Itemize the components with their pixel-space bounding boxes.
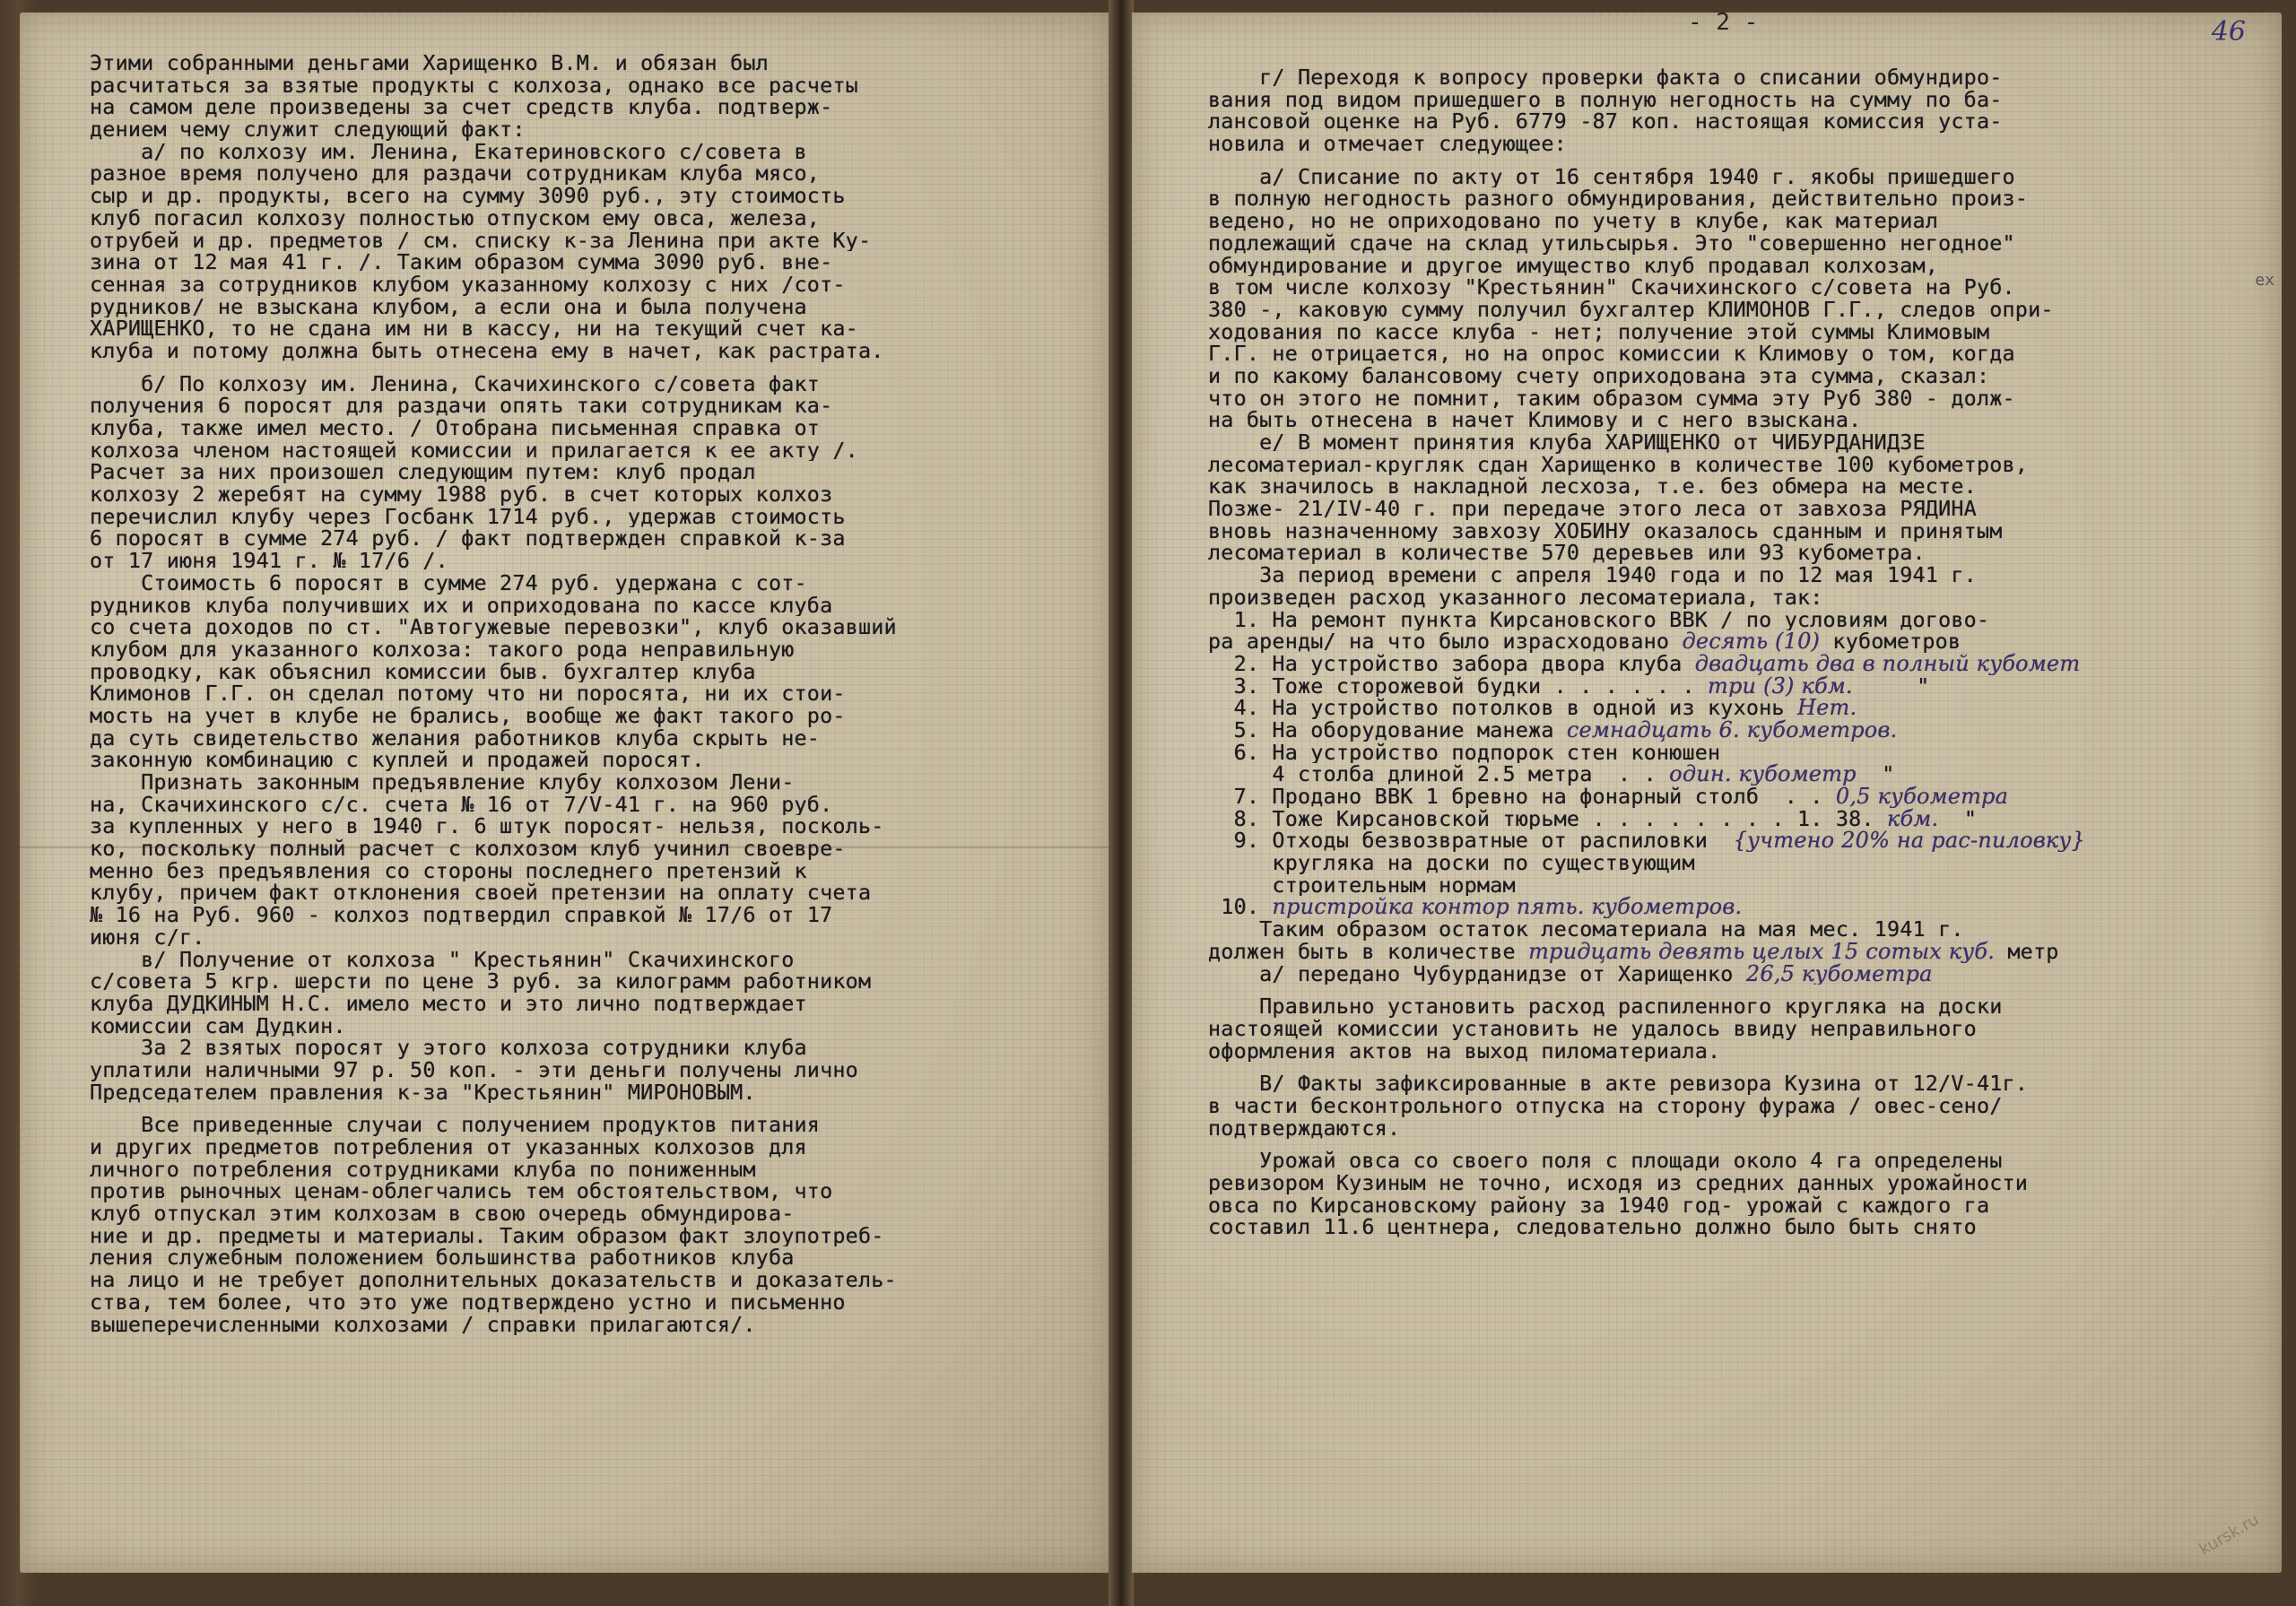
text-line: составил 11.6 центнера, следовательно должно было быть снято <box>1208 1216 1977 1239</box>
text-line: 6. На устройство подпорок стен конюшен <box>1208 741 1721 764</box>
text-line <box>1208 1139 2266 1150</box>
text-line: № 16 на Руб. 960 - колхоз подтвердил справкой № 17/6 от 17 <box>90 904 833 926</box>
text-line: разное время получено для раздачи сотрудникам клуба мясо, <box>90 162 821 186</box>
text-line: овса по Кирсановскому району за 1940 год- урожай с каждого га <box>1208 1194 1990 1217</box>
text-line: ра аренды/ на что было израсходовано десять (10) кубометров <box>1208 630 1961 653</box>
text-line: Председателем правления к-за "Крестьянин" МИРОНОВЫМ. <box>90 1081 756 1104</box>
text-line: клуба и потому должна быть отнесена ему в начет, как растрата. <box>90 339 884 362</box>
text-line: а/ по колхозу им. Ленина, Екатериновского с/совета в <box>90 140 807 163</box>
text-line: личного потребления сотрудниками клуба по пониженным <box>90 1158 756 1181</box>
text-line: менно без предъявления со стороны последнего претензий к <box>90 859 807 882</box>
text-line: новила и отмечает следующее: <box>1208 133 1567 155</box>
right-page <box>1132 9 2282 1573</box>
left-page-text <box>90 52 1094 1335</box>
text-line: За период времени с апреля 1940 года и по 12 мая 1941 г. <box>1208 564 1977 586</box>
text-line: перечислил клубу через Госбанк 1714 руб., удержав стоимость <box>90 505 846 528</box>
text-line: Таким образом остаток лесоматериала на мая мес. 1941 г. <box>1208 918 1964 941</box>
text-line: ХАРИЩЕНКО, то не сдана им ни в кассу, ни на текущий счет ка- <box>90 317 858 340</box>
text-line: е/ В момент принятия клуба ХАРИЩЕНКО от ЧИБУРДАНИДЗЕ <box>1208 431 1926 454</box>
text-line: Позже- 21/IV-40 г. при передаче этого леса от завхоза РЯДИНА <box>1208 498 1977 520</box>
text-line: клуб отпускал этим колхозам в свою очередь обмундирова- <box>90 1202 795 1225</box>
text-line: обмундирование и другое имущество клуб продавал колхозам, <box>1208 254 1939 277</box>
text-line: 7. Продано ВВК 1 бревно на фонарный столб . . 0,5 кубометра <box>1208 786 2009 808</box>
text-line: вышеперечисленными колхозами / справки прилагаются/. <box>90 1313 756 1336</box>
text-line: да суть свидетельство желания работников клуба скрыть не- <box>90 726 821 750</box>
text-line: 1. На ремонт пункта Кирсановского ВВК / по условиям догово- <box>1208 608 1990 631</box>
handwritten-annotation: семнадцать 6. кубометров. <box>1566 718 1898 742</box>
text-line: отрубей и др. предметов / см. списку к-за Ленина при акте Ку- <box>90 229 872 252</box>
text-line: как значилось в накладной лесхоза, т.е. без обмера на месте. <box>1208 475 1977 499</box>
handwritten-annotation: десять (10) <box>1682 630 1821 653</box>
handwritten-annotation: тридцать девять целых 15 сотых куб. <box>1528 940 1996 963</box>
text-line: должен быть в количестве тридцать девять целых 15 сотых куб. метр <box>1208 940 2059 963</box>
text-line: Расчет за них произошел следующим путем: клуб продал <box>90 461 756 484</box>
text-line: 4. На устройство потолков в одной из кухонь Нет. <box>1208 697 1857 719</box>
handwritten-annotation: кбм. <box>1886 807 1939 830</box>
text-line: строительным нормам <box>1208 873 1516 897</box>
handwritten-annotation: 26,5 кубометра <box>1745 962 1933 985</box>
margin-note: ех <box>2255 271 2274 290</box>
page-number: - 2 - <box>1688 9 1759 36</box>
text-line: ства, тем более, что это уже подтверждено устно и письменно <box>90 1290 846 1314</box>
text-line: комиссии сам Дудкин. <box>90 1014 346 1037</box>
text-line: в части бесконтрольного отпуска на сторону фуража / овес-сено/ <box>1208 1094 2003 1117</box>
text-line: а/ передано Чубурданидзе от Харищенко 26,5 кубометра <box>1208 962 1933 985</box>
handwritten-annotation: Нет. <box>1797 697 1857 719</box>
text-line: клубу, причем факт отклонения своей претензии на оплату счета <box>90 881 872 905</box>
text-line: от 17 июня 1941 г. № 17/6 /. <box>90 550 448 572</box>
text-line: мость на учет в клубе не брались, вообще же факт такого ро- <box>90 704 846 727</box>
text-line: колхоза членом настоящей комиссии и прилагается к ее акту /. <box>90 438 858 462</box>
text-line: произведен расход указанного лесоматериала, так: <box>1208 586 1823 609</box>
text-line: клуба ДУДКИНЫМ Н.С. имело место и это лично подтверждает <box>90 992 807 1015</box>
text-line: на лицо и не требует дополнительных доказательств и доказатель- <box>90 1269 897 1291</box>
text-line: в том числе колхозу "Крестьянин" Скачихинского с/совета на Руб. <box>1208 276 2015 299</box>
text-line: дением чему служит следующий факт: <box>90 118 526 141</box>
text-line: вания под видом пришедшего в полную негодность на сумму по ба- <box>1208 88 2003 111</box>
watermark: kursk.ru <box>2196 1510 2263 1559</box>
handwritten-annotation: {учтено 20% на рас-пиловку} <box>1733 829 2086 853</box>
text-line: колхозу 2 жеребят на сумму 1988 руб. в счет которых колхоз <box>90 483 833 506</box>
text-line: ления служебным положением большинства работников клуба <box>90 1246 795 1270</box>
text-line: Урожай овса со своего поля с площади около 4 га определены <box>1208 1150 2003 1172</box>
left-page <box>20 13 1110 1573</box>
text-line: оформления актов на выход пиломатериала. <box>1208 1039 1721 1063</box>
text-line: в полную негодность разного обмундирования, действительно произ- <box>1208 187 2029 211</box>
text-line: кругляка на доски по существующим <box>1208 852 1695 874</box>
text-line: Правильно установить расход распиленного кругляка на доски <box>1208 995 2003 1018</box>
right-page-text <box>1208 66 2266 1238</box>
text-line: ходования по кассе клуба - нет; получение этой суммы Климовым <box>1208 320 1990 343</box>
text-line: Все приведенные случаи с получением продуктов питания <box>90 1114 821 1136</box>
text-line: Этими собранными деньгами Харищенко В.М. и обязан был <box>90 52 769 74</box>
text-line: клубом для указанного колхоза: такого рода неправильную <box>90 638 795 661</box>
text-line: ревизором Кузиным не точно, исходя из средних данных урожайности <box>1208 1172 2029 1194</box>
text-line: на, Скачихинского с/с. счета № 16 от 7/V-41 г. на 960 руб. <box>90 793 833 816</box>
text-line: клуба, также имел место. / Отобрана письменная справка от <box>90 417 821 439</box>
text-line: сыр и др. продукты, всего на сумму 3090 руб., эту стоимость <box>90 185 846 207</box>
text-line <box>90 362 1094 373</box>
text-line: 2. На устройство забора двора клуба двадцать два в полный кубомет <box>1208 652 2081 675</box>
text-line: В/ Факты зафиксированные в акте ревизора Кузина от 12/V-41г. <box>1208 1072 2029 1095</box>
text-line: и других предметов потребления от указанных колхозов для <box>90 1136 807 1159</box>
text-line: 8. Тоже Кирсановской тюрьме . . . . . . . . 1. 38. кбм. " <box>1208 807 1978 830</box>
text-line: уплатили наличными 97 р. 50 коп. - эти деньги получены лично <box>90 1058 858 1081</box>
text-line: на самом деле произведены за счет средств клуба. подтверж- <box>90 96 833 119</box>
text-line: против рыночных ценам-облегчались тем обстоятельством, что <box>90 1180 833 1203</box>
text-line <box>1208 985 2266 995</box>
text-line: с/совета 5 кгр. шерсти по цене 3 руб. за килограмм работником <box>90 970 872 993</box>
handwritten-annotation: один. кубометр <box>1669 763 1857 786</box>
text-line: За 2 взятых поросят у этого колхоза сотрудники клуба <box>90 1037 807 1059</box>
text-line: на быть отнесена в начет Климову и с него взыскана. <box>1208 409 1862 431</box>
text-line: ко, поскольку полный расчет с колхозом клуб учинил своевре- <box>90 838 846 860</box>
text-line: 4 столба длиной 2.5 метра . . один. кубометр " <box>1208 763 1895 786</box>
text-line: Г.Г. не отрицается, но на опрос комиссии к Климову о том, когда <box>1208 343 2015 365</box>
handwritten-annotation: пристройка контор пять. кубометров. <box>1272 896 1743 919</box>
text-line: получения 6 поросят для раздачи опять таки сотрудникам ка- <box>90 395 833 417</box>
text-line <box>1208 1062 2266 1072</box>
text-line: б/ По колхозу им. Ленина, Скачихинского с/совета факт <box>90 372 821 395</box>
text-line: Признать законным предъявление клубу колхозом Лени- <box>90 771 795 794</box>
text-line: 9. Отходы безвозвратные от распиловки {учтено 20% на рас-пиловку} <box>1208 829 2086 853</box>
text-line <box>90 1103 1094 1114</box>
text-line: 10. пристройка контор пять. кубометров. <box>1208 896 1743 919</box>
text-line: лесоматериал в количестве 570 деревьев или 93 кубометра. <box>1208 542 1926 565</box>
text-line: г/ Переходя к вопросу проверки факта о списании обмундиро- <box>1208 66 2003 89</box>
text-line: законную комбинацию с куплей и продажей поросят. <box>90 749 705 771</box>
text-line <box>1208 155 2266 166</box>
text-line: Климонов Г.Г. он сделал потому что ни поросята, ни их стои- <box>90 682 846 705</box>
text-line: подлежащий сдаче на склад утильсырья. Это "совершенно негодное" <box>1208 231 2015 255</box>
folio-number: 46 <box>2211 16 2246 48</box>
text-line: вновь назначенному завхозу ХОБИНУ оказалось сданным и принятым <box>1208 519 2003 543</box>
text-line: 3. Тоже сторожевой будки . . . . . . три (3) кбм. " <box>1208 674 1930 698</box>
text-line: 380 -, каковую сумму получил бухгалтер КЛИМОНОВ Г.Г., следов опри- <box>1208 298 2054 321</box>
text-line: и по какому балансовому счету оприходована эта сумма, сказал: <box>1208 364 1990 387</box>
book-gutter <box>1109 0 1134 1606</box>
text-line: ведено, но не оприходовано по учету в клубе, как материал <box>1208 210 1939 232</box>
text-line: сенная за сотрудников клубом указанному колхозу с них /сот- <box>90 273 846 296</box>
text-line: лансовой оценке на Руб. 6779 -87 коп. настоящая комиссия уста- <box>1208 110 2003 134</box>
text-line: проводку, как объяснил комиссии быв. бухгалтер клуба <box>90 660 756 683</box>
text-line: зина от 12 мая 41 г. /. Таким образом сумма 3090 руб. вне- <box>90 251 833 273</box>
text-line: подтверждаются. <box>1208 1116 1401 1140</box>
text-line: клуб погасил колхозу полностью отпуском ему овса, железа, <box>90 206 821 230</box>
text-line: что он этого не помнит, таким образом сумма эту Руб 380 - долж- <box>1208 386 2015 410</box>
handwritten-annotation: 0,5 кубометра <box>1835 786 2009 808</box>
text-line: ние и др. предметы и материалы. Таким образом факт злоупотреб- <box>90 1224 884 1247</box>
text-line: июня с/г. <box>90 925 205 949</box>
text-line: настоящей комиссии установить не удалось ввиду неправильного <box>1208 1017 1977 1040</box>
text-line: 6 поросят в сумме 274 руб. / факт подтвержден справкой к-за <box>90 527 846 551</box>
text-line: за купленных у него в 1940 г. 6 штук поросят- нельзя, посколь- <box>90 815 884 838</box>
text-line: рудников/ не взыскана клубом, а если она и была получена <box>90 295 807 318</box>
text-line: 5. На оборудование манежа семнадцать 6. кубометров. <box>1208 718 1898 742</box>
text-line: расчитаться за взятые продукты с колхоза, однако все расчеты <box>90 74 858 97</box>
text-line: лесоматериал-кругляк сдан Харищенко в количестве 100 кубометров, <box>1208 453 2029 476</box>
handwritten-annotation: двадцать два в полный кубомет <box>1694 652 2081 675</box>
text-line: Стоимость 6 поросят в сумме 274 руб. удержана с сот- <box>90 571 807 595</box>
text-line: а/ Списание по акту от 16 сентября 1940 г. якобы пришедшего <box>1208 165 2015 188</box>
handwritten-annotation: три (3) кбм. <box>1708 674 1853 698</box>
text-line: рудников клуба получивших их и оприходована по кассе клуба <box>90 594 833 617</box>
text-line: в/ Получение от колхоза " Крестьянин" Скачихинского <box>90 948 795 971</box>
text-line: со счета доходов по ст. "Автогужевые перевозки", клуб оказавший <box>90 616 897 638</box>
